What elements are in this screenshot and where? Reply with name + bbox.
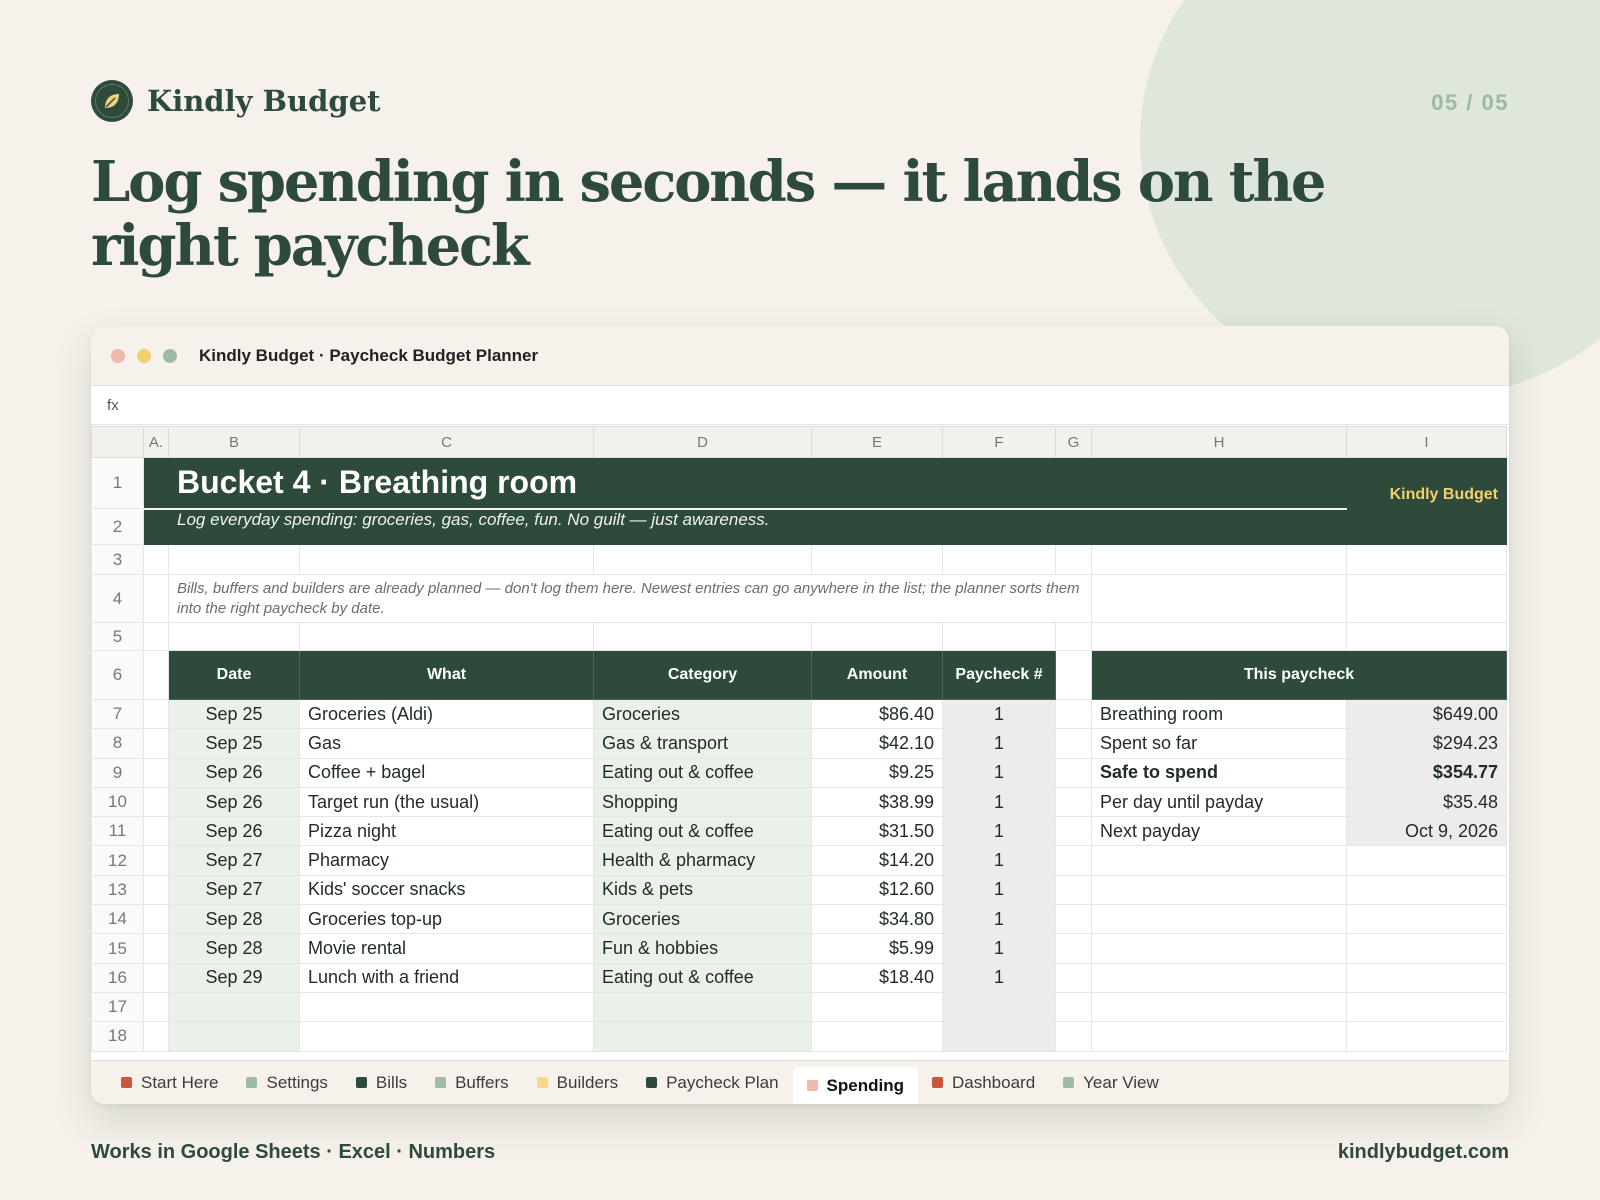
entry-amount[interactable]: $31.50 bbox=[812, 817, 943, 846]
row-number[interactable]: 15 bbox=[92, 934, 144, 963]
cell[interactable] bbox=[144, 934, 169, 963]
entry-category[interactable]: Health & pharmacy bbox=[594, 846, 812, 875]
entry-amount[interactable]: $14.20 bbox=[812, 846, 943, 875]
header-category[interactable]: Category bbox=[594, 651, 812, 700]
headline: Log spending in seconds — it lands on the right paycheck bbox=[91, 149, 1325, 279]
banner-subtitle[interactable]: Log everyday spending: groceries, gas, coffee, fun. No guilt — just awareness. bbox=[169, 509, 1347, 545]
cell[interactable] bbox=[144, 1022, 169, 1051]
table-row bbox=[92, 817, 1507, 846]
summary-value[interactable]: $354.77 bbox=[1347, 758, 1507, 787]
tab-color-swatch bbox=[537, 1077, 548, 1088]
cell[interactable] bbox=[144, 651, 169, 700]
cell[interactable] bbox=[1092, 575, 1347, 623]
tab-label: Spending bbox=[826, 1075, 904, 1095]
cell[interactable] bbox=[144, 575, 169, 623]
tab-label: Bills bbox=[375, 1072, 408, 1092]
sheet-tab[interactable] bbox=[918, 1065, 1049, 1101]
window-title: Kindly Budget · Paycheck Budget Planner bbox=[199, 345, 539, 365]
cell[interactable] bbox=[1347, 934, 1507, 963]
column-header[interactable]: H bbox=[1092, 427, 1347, 458]
summary-value[interactable]: $294.23 bbox=[1347, 729, 1507, 758]
cell[interactable] bbox=[300, 623, 594, 651]
tab-label: Paycheck Plan bbox=[666, 1072, 779, 1092]
entry-date[interactable]: Sep 28 bbox=[169, 905, 300, 934]
entry-amount[interactable]: $38.99 bbox=[812, 787, 943, 816]
cell[interactable] bbox=[1056, 846, 1092, 875]
summary-label[interactable]: Spent so far bbox=[1092, 729, 1347, 758]
summary-label[interactable]: Per day until payday bbox=[1092, 787, 1347, 816]
entry-paycheck[interactable]: 1 bbox=[943, 700, 1056, 729]
footer-url[interactable]: kindlybudget.com bbox=[1337, 1141, 1509, 1163]
entry-paycheck[interactable]: 1 bbox=[943, 729, 1056, 758]
window-titlebar bbox=[91, 326, 1509, 386]
row-number[interactable]: 3 bbox=[92, 545, 144, 575]
tab-label: Start Here bbox=[141, 1072, 219, 1092]
entry-category[interactable]: Kids & pets bbox=[594, 875, 812, 904]
entry-date[interactable]: Sep 25 bbox=[169, 729, 300, 758]
cell[interactable] bbox=[1056, 545, 1092, 575]
row-number[interactable]: 1 bbox=[92, 458, 144, 509]
banner-brand[interactable]: Kindly Budget bbox=[1347, 458, 1507, 509]
cell[interactable] bbox=[144, 545, 169, 575]
tab-color-swatch bbox=[646, 1077, 657, 1088]
row-number[interactable]: 9 bbox=[92, 758, 144, 787]
cell[interactable] bbox=[1056, 875, 1092, 904]
sheet-grid bbox=[91, 426, 1507, 1052]
sheet-tab[interactable] bbox=[342, 1065, 421, 1101]
cell[interactable] bbox=[1092, 992, 1347, 1021]
cell[interactable] bbox=[1347, 875, 1507, 904]
sheet-tabs bbox=[91, 1060, 1509, 1104]
cell[interactable] bbox=[1092, 846, 1347, 875]
header-date[interactable]: Date bbox=[169, 651, 300, 700]
summary-value[interactable]: $649.00 bbox=[1347, 700, 1507, 729]
entry-paycheck[interactable] bbox=[943, 992, 1056, 1021]
entry-date[interactable]: Sep 28 bbox=[169, 934, 300, 963]
cell[interactable] bbox=[1056, 905, 1092, 934]
row-number[interactable]: 12 bbox=[92, 846, 144, 875]
row-number[interactable]: 14 bbox=[92, 905, 144, 934]
brand bbox=[91, 80, 381, 122]
cell[interactable] bbox=[1056, 1022, 1092, 1051]
tab-label: Settings bbox=[266, 1072, 328, 1092]
tab-label: Dashboard bbox=[951, 1072, 1036, 1092]
cell[interactable] bbox=[1056, 787, 1092, 816]
entry-amount[interactable]: $86.40 bbox=[812, 700, 943, 729]
cell[interactable] bbox=[144, 875, 169, 904]
cell[interactable] bbox=[1347, 992, 1507, 1021]
cell[interactable] bbox=[1056, 758, 1092, 787]
entry-paycheck[interactable]: 1 bbox=[943, 817, 1056, 846]
banner-title[interactable]: Bucket 4 · Breathing room bbox=[169, 458, 1347, 509]
entry-what[interactable]: Gas bbox=[300, 729, 594, 758]
entry-amount[interactable]: $9.25 bbox=[812, 758, 943, 787]
entry-what[interactable]: Movie rental bbox=[300, 934, 594, 963]
entry-amount[interactable] bbox=[812, 992, 943, 1021]
cell[interactable] bbox=[1056, 729, 1092, 758]
cell-a1[interactable] bbox=[144, 458, 169, 509]
entry-paycheck[interactable]: 1 bbox=[943, 758, 1056, 787]
tab-color-swatch bbox=[121, 1077, 132, 1088]
tab-color-swatch bbox=[435, 1077, 446, 1088]
table-row bbox=[92, 758, 1507, 787]
entry-date[interactable]: Sep 29 bbox=[169, 963, 300, 992]
table-row bbox=[92, 905, 1507, 934]
select-all-corner[interactable] bbox=[92, 427, 144, 458]
row-number[interactable]: 17 bbox=[92, 992, 144, 1021]
cell[interactable] bbox=[1056, 651, 1092, 700]
cell[interactable] bbox=[1056, 817, 1092, 846]
close-window-button[interactable] bbox=[111, 349, 125, 363]
entry-what[interactable]: Pizza night bbox=[300, 817, 594, 846]
cell[interactable] bbox=[144, 623, 169, 651]
cell[interactable] bbox=[1092, 1022, 1347, 1051]
cell[interactable] bbox=[144, 963, 169, 992]
tab-color-swatch bbox=[246, 1077, 257, 1088]
footer-platforms: Works in Google Sheets · Excel · Numbers bbox=[91, 1141, 496, 1163]
entry-paycheck[interactable]: 1 bbox=[943, 846, 1056, 875]
entry-what[interactable]: Groceries top-up bbox=[300, 905, 594, 934]
entry-category[interactable]: Gas & transport bbox=[594, 729, 812, 758]
entry-date[interactable]: Sep 26 bbox=[169, 787, 300, 816]
entry-date[interactable]: Sep 26 bbox=[169, 817, 300, 846]
row-number[interactable]: 5 bbox=[92, 623, 144, 651]
cell[interactable] bbox=[1056, 934, 1092, 963]
cell[interactable] bbox=[144, 846, 169, 875]
cell[interactable] bbox=[1056, 963, 1092, 992]
cell[interactable] bbox=[300, 545, 594, 575]
sheet-table bbox=[91, 426, 1507, 1052]
sheet-row bbox=[92, 545, 1507, 575]
cell[interactable] bbox=[1092, 905, 1347, 934]
sheet-row bbox=[92, 575, 1507, 623]
summary-value[interactable]: Oct 9, 2026 bbox=[1347, 817, 1507, 846]
column-header[interactable]: A. bbox=[144, 427, 169, 458]
entry-category[interactable]: Eating out & coffee bbox=[594, 963, 812, 992]
cell[interactable] bbox=[144, 992, 169, 1021]
cell[interactable] bbox=[144, 905, 169, 934]
formula-label: fx bbox=[107, 396, 119, 414]
cell[interactable] bbox=[1056, 623, 1092, 651]
sheet-tab[interactable] bbox=[421, 1065, 523, 1101]
summary-label[interactable]: Next payday bbox=[1092, 817, 1347, 846]
table-row bbox=[92, 963, 1507, 992]
entry-amount[interactable]: $42.10 bbox=[812, 729, 943, 758]
header-amount[interactable]: Amount bbox=[812, 651, 943, 700]
zoom-window-button[interactable] bbox=[163, 349, 177, 363]
tab-label: Buffers bbox=[455, 1072, 509, 1092]
cell[interactable] bbox=[144, 729, 169, 758]
cell[interactable] bbox=[1347, 575, 1507, 623]
entry-paycheck[interactable] bbox=[943, 1022, 1056, 1051]
entry-what[interactable] bbox=[300, 992, 594, 1021]
sheet-tab[interactable] bbox=[107, 1065, 232, 1101]
table-row bbox=[92, 700, 1507, 729]
sheet-row bbox=[92, 623, 1507, 651]
entry-category[interactable]: Eating out & coffee bbox=[594, 758, 812, 787]
row-number[interactable]: 6 bbox=[92, 651, 144, 700]
sheet-tab[interactable] bbox=[232, 1065, 341, 1101]
sheet-tab[interactable] bbox=[632, 1065, 792, 1101]
entry-what[interactable]: Lunch with a friend bbox=[300, 963, 594, 992]
cell-i2[interactable] bbox=[1347, 509, 1507, 545]
header-paycheck[interactable]: Paycheck # bbox=[943, 651, 1056, 700]
cell[interactable] bbox=[144, 817, 169, 846]
column-header[interactable]: C bbox=[300, 427, 594, 458]
cell[interactable] bbox=[1092, 963, 1347, 992]
spreadsheet-window bbox=[91, 326, 1509, 1104]
cell[interactable] bbox=[943, 545, 1056, 575]
entry-what[interactable]: Target run (the usual) bbox=[300, 787, 594, 816]
brand-name: Kindly Budget bbox=[147, 84, 381, 118]
cell[interactable] bbox=[1056, 992, 1092, 1021]
entry-date[interactable]: Sep 26 bbox=[169, 758, 300, 787]
entry-date[interactable] bbox=[169, 992, 300, 1021]
entry-amount[interactable]: $18.40 bbox=[812, 963, 943, 992]
row-number[interactable]: 11 bbox=[92, 817, 144, 846]
tab-color-swatch bbox=[356, 1077, 367, 1088]
entry-category[interactable] bbox=[594, 992, 812, 1021]
tab-label: Year View bbox=[1083, 1072, 1159, 1092]
cell[interactable] bbox=[812, 545, 943, 575]
sheet-row bbox=[92, 509, 1507, 545]
table-row bbox=[92, 787, 1507, 816]
row-number[interactable]: 10 bbox=[92, 787, 144, 816]
entry-category[interactable]: Eating out & coffee bbox=[594, 817, 812, 846]
entry-what[interactable] bbox=[300, 1022, 594, 1051]
table-row bbox=[92, 934, 1507, 963]
entry-paycheck[interactable]: 1 bbox=[943, 905, 1056, 934]
cell[interactable] bbox=[144, 758, 169, 787]
sheet-tab[interactable] bbox=[1049, 1065, 1173, 1101]
row-number[interactable]: 4 bbox=[92, 575, 144, 623]
cell-a2[interactable] bbox=[144, 509, 169, 545]
cell[interactable] bbox=[169, 545, 300, 575]
cell[interactable] bbox=[1092, 875, 1347, 904]
entry-what[interactable]: Kids' soccer snacks bbox=[300, 875, 594, 904]
entry-paycheck[interactable]: 1 bbox=[943, 934, 1056, 963]
leaf-logo-icon bbox=[91, 80, 133, 122]
tab-color-swatch bbox=[1063, 1077, 1074, 1088]
table-row bbox=[92, 729, 1507, 758]
entry-category[interactable]: Groceries bbox=[594, 700, 812, 729]
sheet-tab[interactable] bbox=[523, 1065, 632, 1101]
entry-date[interactable]: Sep 27 bbox=[169, 875, 300, 904]
cell[interactable] bbox=[594, 623, 812, 651]
column-header[interactable]: E bbox=[812, 427, 943, 458]
table-row bbox=[92, 1022, 1507, 1051]
sheet-row bbox=[92, 458, 1507, 509]
entry-amount[interactable]: $5.99 bbox=[812, 934, 943, 963]
cell[interactable] bbox=[1347, 1022, 1507, 1051]
row-number[interactable]: 8 bbox=[92, 729, 144, 758]
cell[interactable] bbox=[1347, 846, 1507, 875]
entry-date[interactable] bbox=[169, 1022, 300, 1051]
column-header[interactable]: D bbox=[594, 427, 812, 458]
header-this-paycheck[interactable]: This paycheck bbox=[1092, 651, 1507, 700]
entry-what[interactable]: Coffee + bagel bbox=[300, 758, 594, 787]
cell[interactable] bbox=[1347, 963, 1507, 992]
entry-category[interactable]: Shopping bbox=[594, 787, 812, 816]
row-number[interactable]: 18 bbox=[92, 1022, 144, 1051]
cell[interactable] bbox=[144, 700, 169, 729]
table-header-row bbox=[92, 651, 1507, 700]
column-header[interactable]: G bbox=[1056, 427, 1092, 458]
cell[interactable] bbox=[1347, 623, 1507, 651]
summary-value[interactable]: $35.48 bbox=[1347, 787, 1507, 816]
entry-amount[interactable] bbox=[812, 1022, 943, 1051]
entry-paycheck[interactable]: 1 bbox=[943, 787, 1056, 816]
cell[interactable] bbox=[594, 545, 812, 575]
tab-color-swatch bbox=[807, 1080, 818, 1091]
page-counter: 05 / 05 bbox=[1431, 90, 1509, 115]
table-row bbox=[92, 992, 1507, 1021]
cell[interactable] bbox=[1092, 934, 1347, 963]
column-header-row bbox=[92, 427, 1507, 458]
cell[interactable] bbox=[1092, 545, 1347, 575]
column-header[interactable]: I bbox=[1347, 427, 1507, 458]
entry-paycheck[interactable]: 1 bbox=[943, 963, 1056, 992]
table-row bbox=[92, 875, 1507, 904]
sheet-tab[interactable] bbox=[793, 1067, 918, 1105]
entry-paycheck[interactable]: 1 bbox=[943, 875, 1056, 904]
summary-label[interactable]: Safe to spend bbox=[1092, 758, 1347, 787]
cell[interactable] bbox=[943, 623, 1056, 651]
entry-what[interactable]: Pharmacy bbox=[300, 846, 594, 875]
cell[interactable] bbox=[1092, 623, 1347, 651]
header-what[interactable]: What bbox=[300, 651, 594, 700]
formula-bar[interactable] bbox=[91, 386, 1509, 425]
row-number[interactable]: 7 bbox=[92, 700, 144, 729]
entry-category[interactable] bbox=[594, 1022, 812, 1051]
summary-label[interactable]: Breathing room bbox=[1092, 700, 1347, 729]
row-number[interactable]: 2 bbox=[92, 509, 144, 545]
cell[interactable] bbox=[1056, 700, 1092, 729]
cell[interactable] bbox=[1347, 905, 1507, 934]
row-number[interactable]: 13 bbox=[92, 875, 144, 904]
row-number[interactable]: 16 bbox=[92, 963, 144, 992]
entry-date[interactable]: Sep 27 bbox=[169, 846, 300, 875]
entry-category[interactable]: Fun & hobbies bbox=[594, 934, 812, 963]
entry-what[interactable]: Groceries (Aldi) bbox=[300, 700, 594, 729]
entry-amount[interactable]: $34.80 bbox=[812, 905, 943, 934]
table-row bbox=[92, 846, 1507, 875]
cell[interactable] bbox=[812, 623, 943, 651]
cell[interactable] bbox=[169, 623, 300, 651]
column-header[interactable]: F bbox=[943, 427, 1056, 458]
entry-date[interactable]: Sep 25 bbox=[169, 700, 300, 729]
instruction-note[interactable]: Bills, buffers and builders are already planned — don't log them here. Newest entries can go anywhere in the list; the planner sorts them into the right paycheck by date. bbox=[169, 575, 1092, 623]
tab-label: Builders bbox=[556, 1072, 619, 1092]
cell[interactable] bbox=[1347, 545, 1507, 575]
column-header[interactable]: B bbox=[169, 427, 300, 458]
cell[interactable] bbox=[144, 787, 169, 816]
minimize-window-button[interactable] bbox=[137, 349, 151, 363]
entry-category[interactable]: Groceries bbox=[594, 905, 812, 934]
tab-color-swatch bbox=[932, 1077, 943, 1088]
entry-amount[interactable]: $12.60 bbox=[812, 875, 943, 904]
